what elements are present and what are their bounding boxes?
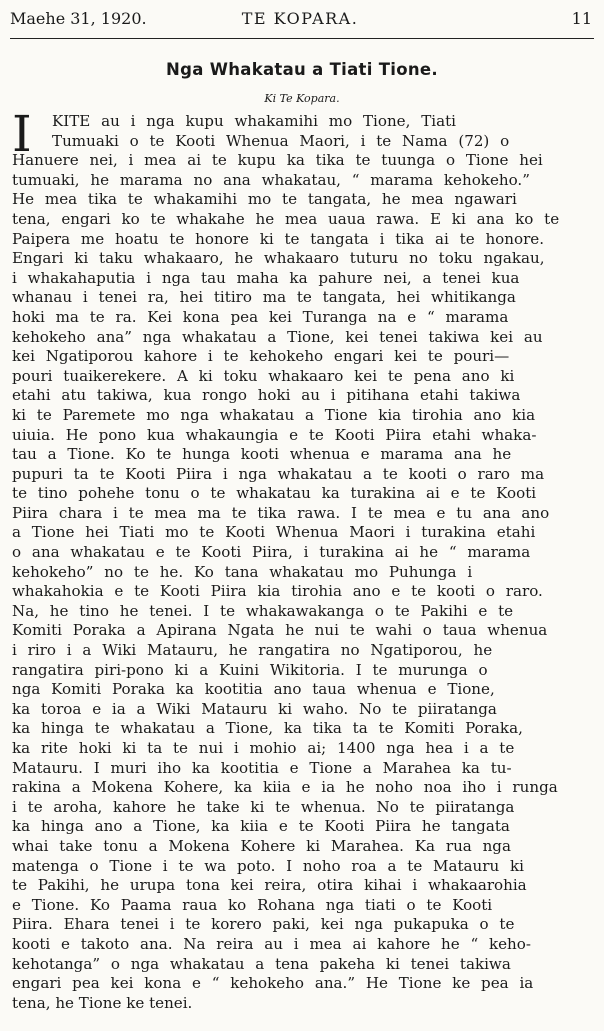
body-line: hoki ma te ra. Kei kona pea kei Turanga na e “ marama [12,307,509,326]
body-line: i whakahaputia i nga tau maha ka pahure nei, a tenei kua [12,268,520,287]
body-line: tumuaki, he marama no ana whakatau, “ marama kehokeho.” [12,170,530,189]
body-line: ka hinga ano a Tione, ka kiia e te Kooti Piira he tangata [12,817,510,836]
article-subtitle: Ki Te Kopara. [264,92,340,105]
body-line: Matauru. I muri iho ka kootitia e Tione a Marahea ka tu- [12,758,512,777]
body-line: a Tione hei Tiati mo te Kooti Whenua Maori i turakina etahi [12,523,536,542]
body-line: ka hinga te whakatau a Tione, ka tika ta te Komiti Poraka, [12,719,523,738]
body-line: Komiti Poraka a Apirana Ngata he nui te wahi o taua whenua [12,621,548,640]
body-line: uiuia. He pono kua whakaungia e te Kooti Piira etahi whaka- [12,425,537,444]
body-line: whanau i tenei ra, hei titiro ma te tangata, hei whitikanga [12,288,516,307]
issue-date: Maehe 31, 1920. [10,9,147,28]
body-line: i te aroha, kahore he take ki te whenua. No te piiratanga [12,797,515,816]
body-line: ka rite hoki ki ta te nui i mohio ai; 1400 nga hea i a te [12,739,515,757]
body-line: kehotanga” o nga whakatau a tena pakeha ki tenei takiwa [12,954,511,973]
body-line: kehokeho ana” nga whakatau a Tione, kei tenei takiwa kei au [12,327,543,346]
body-line: ka toroa e ia a Wiki Matauru ki waho. No te piiratanga [12,699,497,718]
body-line: He mea tika te whakamihi mo te tangata, he mea ngawari [12,190,517,209]
page-number: 11 [571,9,592,28]
body-line: o ana whakatau e te Kooti Piira, i turakina ai he “ marama [12,543,531,562]
body-line: kooti e takoto ana. Na reira au i mea ai kahore he “ keho- [12,934,531,953]
header-rule [10,38,594,39]
body-line: ki te Paremete mo nga whakatau a Tione kia tirohia ano kia [12,405,536,424]
body-line: te tino pohehe tonu o te whakatau ka turakina ai e te Kooti [12,484,537,503]
body-line: tena, engari ko te whakahe he mea uaua rawa. E ki ana ko te [12,209,560,228]
body-line: whakahokia e te Kooti Piira kia tirohia ano e te kooti o raro. [12,582,543,601]
body-line: whai take tonu a Mokena Kohere ki Marahea. Ka rua nga [12,836,511,855]
article-title: Nga Whakatau a Tiati Tione. [166,60,438,79]
body-line: Tumuaki o te Kooti Whenua Maori, i te Nama (72) o [52,131,510,150]
body-line: rakina a Mokena Kohere, ka kiia e ia he noho noa iho i runga [12,778,558,797]
body-line: tau a Tione. Ko te hunga kooti whenua e marama ana he [12,445,512,464]
body-line: etahi atu takiwa, kua rongo hoki au i pitihana etahi takiwa [12,386,521,405]
body-line: Piira chara i te mea ma te tika rawa. I te mea e tu ana ano [12,503,550,522]
body-line: rangatira piri-pono ki a Kuini Wikitoria. I te murunga o [12,660,488,679]
body-line: Na, he tino he tenei. I te whakawakanga o te Pakihi e te [12,601,514,620]
body-line: KITE au i nga kupu whakamihi mo Tione, Tiati [52,112,456,130]
body-line: e Tione. Ko Paama raua ko Rohana nga tiati o te Kooti [12,895,493,914]
running-head [6,0,594,38]
body-line: kei Ngatiporou kahore i te kehokeho engari kei te pouri— [12,347,510,366]
body-line: nga Komiti Poraka ka kootitia ano taua whenua e Tione, [12,680,495,699]
body-line: Hanuere nei, i mea ai te kupu ka tika te tuunga o Tione hei [12,151,543,170]
body-line: engari pea kei kona e “ kehokeho ana.” He Tione ke pea ia [12,974,534,993]
body-line: Paipera me hoatu te honore ki te tangata i tika ai te honore. [12,229,545,248]
body-line: Piira. Ehara tenei i te korero paki, kei nga pukapuka o te [12,915,515,934]
body-line: tena, he Tione ke tenei. [12,993,193,1012]
body-line: pupuri ta te Kooti Piira i nga whakatau a te kooti o raro ma [12,464,545,483]
body-line: i riro i a Wiki Matauru, he rangatira no Ngatiporou, he [12,641,493,660]
body-line: Engari ki taku whakaaro, he whakaaro tuturu no toku ngakau, [12,249,545,268]
body-line: pouri tuaikerekere. A ki toku whakaaro kei te pena ano ki [12,366,515,385]
article-body [12,105,598,1013]
body-line: kehokeho” no te he. Ko tana whakatau mo Puhunga i [12,562,473,581]
publication-name: TE KOPARA. [241,9,359,28]
drop-cap: I [12,105,32,163]
body-line: te Pakihi, he urupa tona kei reira, otira kihai i whakaarohia [12,876,527,895]
body-line: matenga o Tione i te wa poto. I noho roa a te Matauru ki [12,856,524,875]
